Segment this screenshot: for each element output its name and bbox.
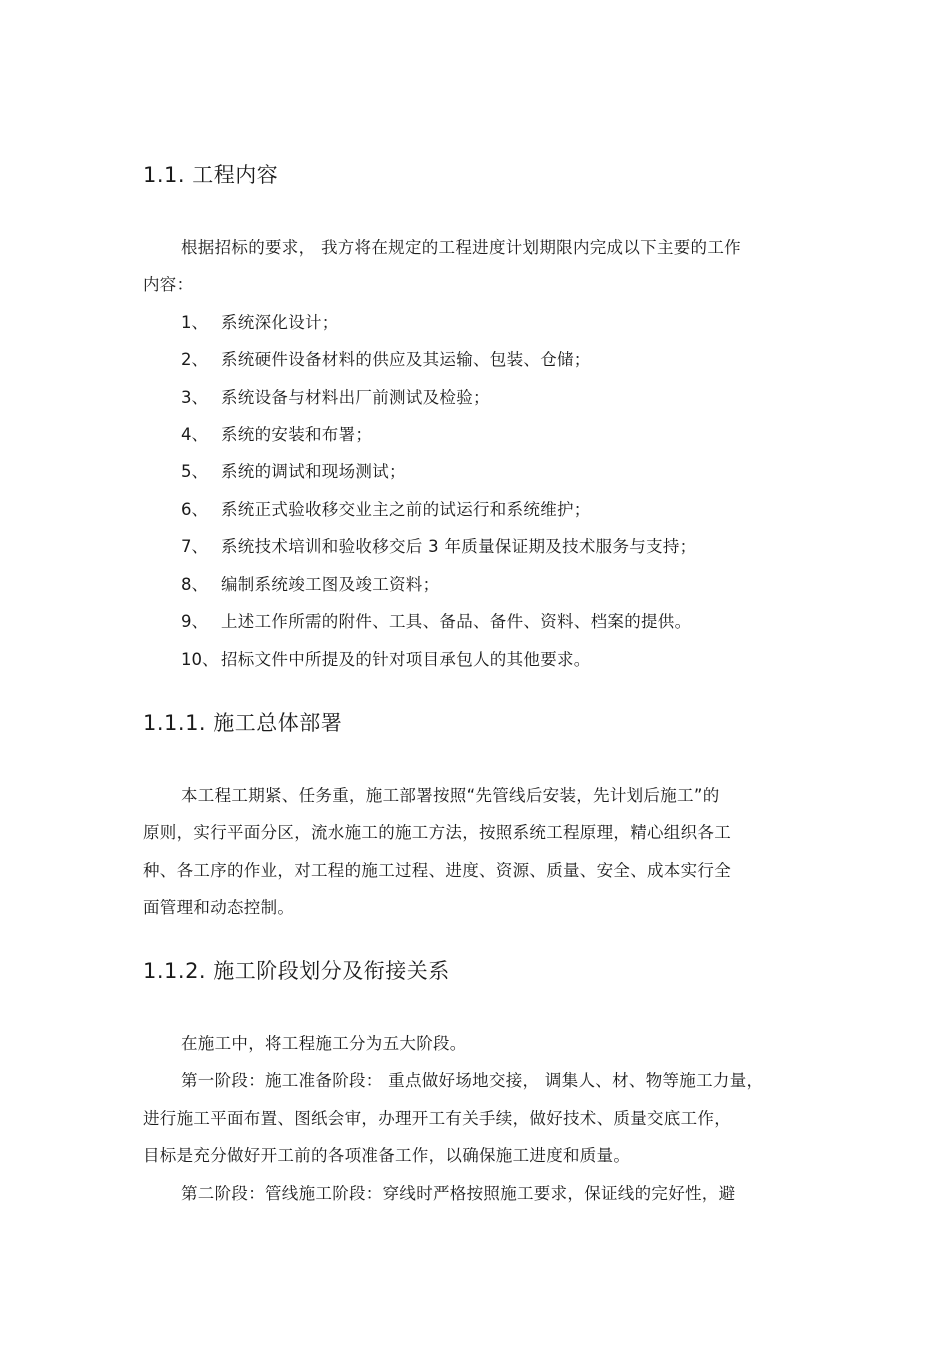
list-item-text: 系统硬件设备材料的供应及其运输、包装、仓储；: [221, 350, 591, 369]
list-item: [181, 611, 691, 633]
paragraph-line: 第一阶段：施工准备阶段： 重点做好场地交接， 调集人、材、物等施工力量，: [181, 1071, 764, 1090]
list-item: [181, 387, 490, 409]
paragraph-line: 面管理和动态控制。: [143, 898, 295, 917]
list-item-number: 1、: [181, 313, 208, 332]
list-item-number: 2、: [181, 350, 208, 369]
list-item-number: 9、: [181, 612, 208, 631]
section-heading-1-1: 1.1. 工程内容: [143, 163, 279, 187]
list-item: [181, 536, 697, 558]
list-item-number: 4、: [181, 425, 208, 444]
list-item-text: 上述工作所需的附件、工具、备品、备件、资料、档案的提供。: [221, 612, 692, 631]
intro-line-1: 根据招标的要求， 我方将在规定的工程进度计划期限内完成以下主要的工作: [181, 238, 741, 257]
list-item-number: 3、: [181, 388, 208, 407]
list-item-text: 系统的调试和现场测试；: [221, 462, 406, 481]
paragraph-line: 在施工中，将工程施工分为五大阶段。: [181, 1034, 467, 1053]
paragraph-line: 种、各工序的作业，对工程的施工过程、进度、资源、质量、安全、成本实行全: [143, 861, 731, 880]
list-item: [181, 461, 406, 483]
list-item: [181, 312, 339, 334]
paragraph-line: 原则，实行平面分区，流水施工的施工方法，按照系统工程原理，精心组织各工: [143, 823, 731, 842]
section-heading-1-1-1: 1.1.1. 施工总体部署: [143, 711, 343, 735]
list-item-text: 系统的安装和布署；: [221, 425, 373, 444]
list-item: [181, 574, 439, 596]
list-item-number: 8、: [181, 575, 208, 594]
list-item-text: 系统正式验收移交业主之前的试运行和系统维护；: [221, 500, 591, 519]
paragraph-line: 本工程工期紧、任务重，施工部署按照“先管线后安装，先计划后施工”的: [181, 786, 720, 805]
list-item: [181, 349, 591, 371]
section-heading-1-1-2: 1.1.2. 施工阶段划分及衔接关系: [143, 959, 450, 983]
list-item-text: 系统设备与材料出厂前测试及检验；: [221, 388, 490, 407]
list-item-text: 招标文件中所提及的针对项目承包人的其他要求。: [221, 650, 591, 669]
list-item-text: 系统技术培训和验收移交后 3 年质量保证期及技术服务与支持；: [221, 537, 697, 556]
paragraph-line: 目标是充分做好开工前的各项准备工作，以确保施工进度和质量。: [143, 1146, 631, 1165]
list-item-text: 系统深化设计；: [221, 313, 339, 332]
list-item: [181, 499, 591, 521]
list-item-number: 6、: [181, 500, 208, 519]
list-item-number: 5、: [181, 462, 208, 481]
list-item-number: 10、: [181, 650, 219, 669]
intro-line-2: 内容：: [143, 275, 194, 294]
paragraph-line: 进行施工平面布置、图纸会审，办理开工有关手续，做好技术、质量交底工作，: [143, 1109, 731, 1128]
list-item-text: 编制系统竣工图及竣工资料；: [221, 575, 440, 594]
list-item-number: 7、: [181, 537, 208, 556]
list-item: [181, 649, 591, 671]
list-item: [181, 424, 372, 446]
paragraph-line: 第二阶段：管线施工阶段：穿线时严格按照施工要求，保证线的完好性，避: [181, 1184, 736, 1203]
